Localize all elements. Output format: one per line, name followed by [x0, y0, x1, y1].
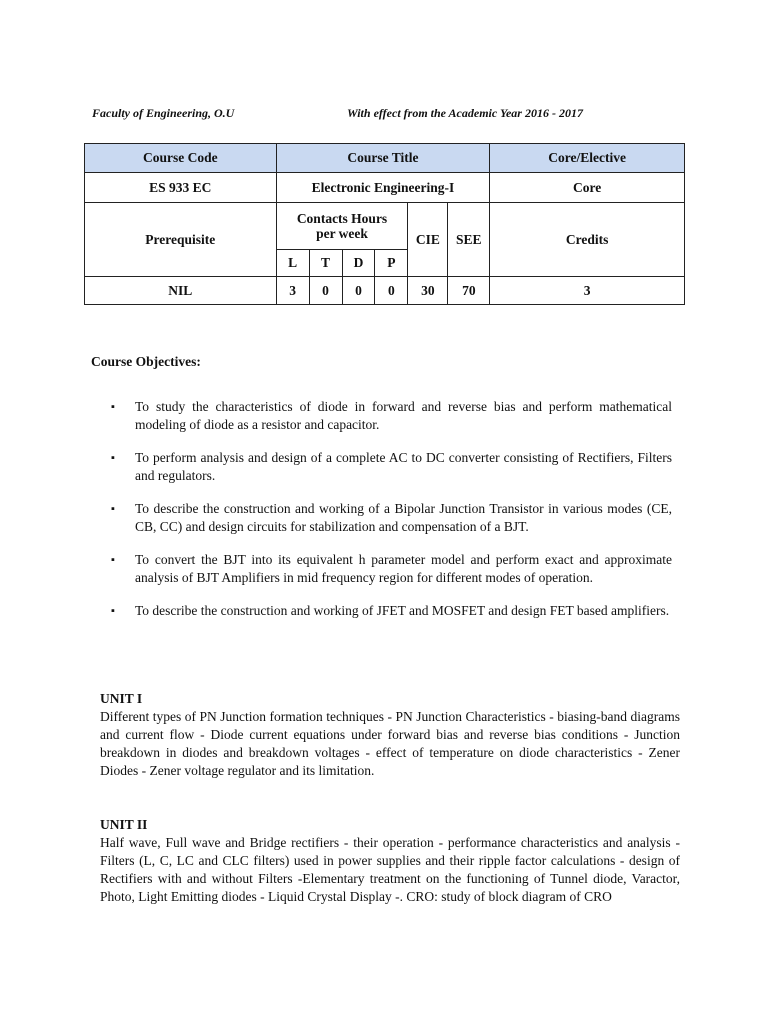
- objective-text: To study the characteristics of diode in forward and reverse bias and perform mathematical modeling of diode as a resistor and capacitor.: [135, 399, 672, 432]
- prerequisite-value: NIL: [85, 277, 277, 305]
- table-header-row: [85, 144, 685, 173]
- unit-2-text: Half wave, Full wave and Bridge rectifiers - their operation - performance characteristics and analysis - Filters (L, C, LC and CLC filters) used in power supplies and their ripple factor calculations - design of Rectifiers with and without Filters -Elementary treatment on the functioning of Tunnel diode, Varactor, Photo, Light Emitting diodes - Liquid Crystal Display -. CRO: study of block diagram of CRO: [100, 835, 680, 904]
- see-value: 70: [448, 277, 490, 305]
- list-item: [107, 500, 672, 536]
- bullet-icon: ▪: [111, 401, 115, 413]
- unit-1-text: Different types of PN Junction formation techniques - PN Junction Characteristics - biasing-band diagrams and current flow - Diode current equations under forward bias and reverse bias conditions - Junction breakdown in diodes and breakdown voltages - effect of temperature on diode characteristics - Zener Diodes - Zener voltage regulator and its limitation.: [100, 709, 680, 778]
- unit-2-title: UNIT II: [100, 817, 148, 832]
- bullet-icon: ▪: [111, 452, 115, 464]
- credits-value: 3: [490, 277, 685, 305]
- header-academic-year: With effect from the Academic Year 2016 - 2017: [347, 106, 583, 120]
- credits-label: Credits: [490, 203, 685, 277]
- p-value: 0: [375, 277, 408, 305]
- bullet-icon: ▪: [111, 503, 115, 515]
- cie-value: 30: [408, 277, 448, 305]
- objective-text: To describe the construction and working of JFET and MOSFET and design FET based amplifiers.: [135, 603, 670, 618]
- course-objectives-title: Course Objectives:: [91, 354, 201, 369]
- course-code-header: Course Code: [85, 144, 277, 173]
- course-code-value: ES 933 EC: [85, 173, 277, 203]
- unit-1-section: [100, 690, 680, 780]
- core-elective-value: Core: [490, 173, 685, 203]
- prerequisite-label: Prerequisite: [85, 203, 277, 277]
- t-label: T: [309, 250, 342, 277]
- see-label: SEE: [448, 203, 490, 277]
- course-title-value: Electronic Engineering-I: [276, 173, 490, 203]
- l-value: 3: [276, 277, 309, 305]
- list-item: [107, 551, 672, 587]
- t-value: 0: [309, 277, 342, 305]
- cie-label: CIE: [408, 203, 448, 277]
- d-label: D: [342, 250, 375, 277]
- list-item: [107, 449, 672, 485]
- objectives-list: [107, 398, 672, 635]
- unit-2-section: [100, 816, 680, 906]
- table-row: [85, 203, 685, 250]
- bullet-icon: ▪: [111, 554, 115, 566]
- objective-text: To perform analysis and design of a complete AC to DC converter consisting of Rectifiers, Filters and regulators.: [135, 450, 672, 483]
- bullet-icon: ▪: [111, 605, 115, 617]
- table-row: [85, 277, 685, 305]
- l-label: L: [276, 250, 309, 277]
- core-elective-header: Core/Elective: [490, 144, 685, 173]
- objective-text: To describe the construction and working of a Bipolar Junction Transistor in various modes (CE, CB, CC) and design circuits for stabilization and compensation of a BJT.: [135, 501, 672, 534]
- d-value: 0: [342, 277, 375, 305]
- list-item: [107, 398, 672, 434]
- contact-hours-label: Contacts Hours per week: [276, 203, 408, 250]
- p-label: P: [375, 250, 408, 277]
- objective-text: To convert the BJT into its equivalent h parameter model and perform exact and approximate analysis of BJT Amplifiers in mid frequency region for different modes of operation.: [135, 552, 672, 585]
- list-item: [107, 602, 672, 620]
- unit-1-title: UNIT I: [100, 691, 143, 706]
- header-faculty: Faculty of Engineering, O.U: [92, 106, 235, 120]
- course-title-header: Course Title: [276, 144, 490, 173]
- table-row: [85, 173, 685, 203]
- course-table: [84, 143, 685, 305]
